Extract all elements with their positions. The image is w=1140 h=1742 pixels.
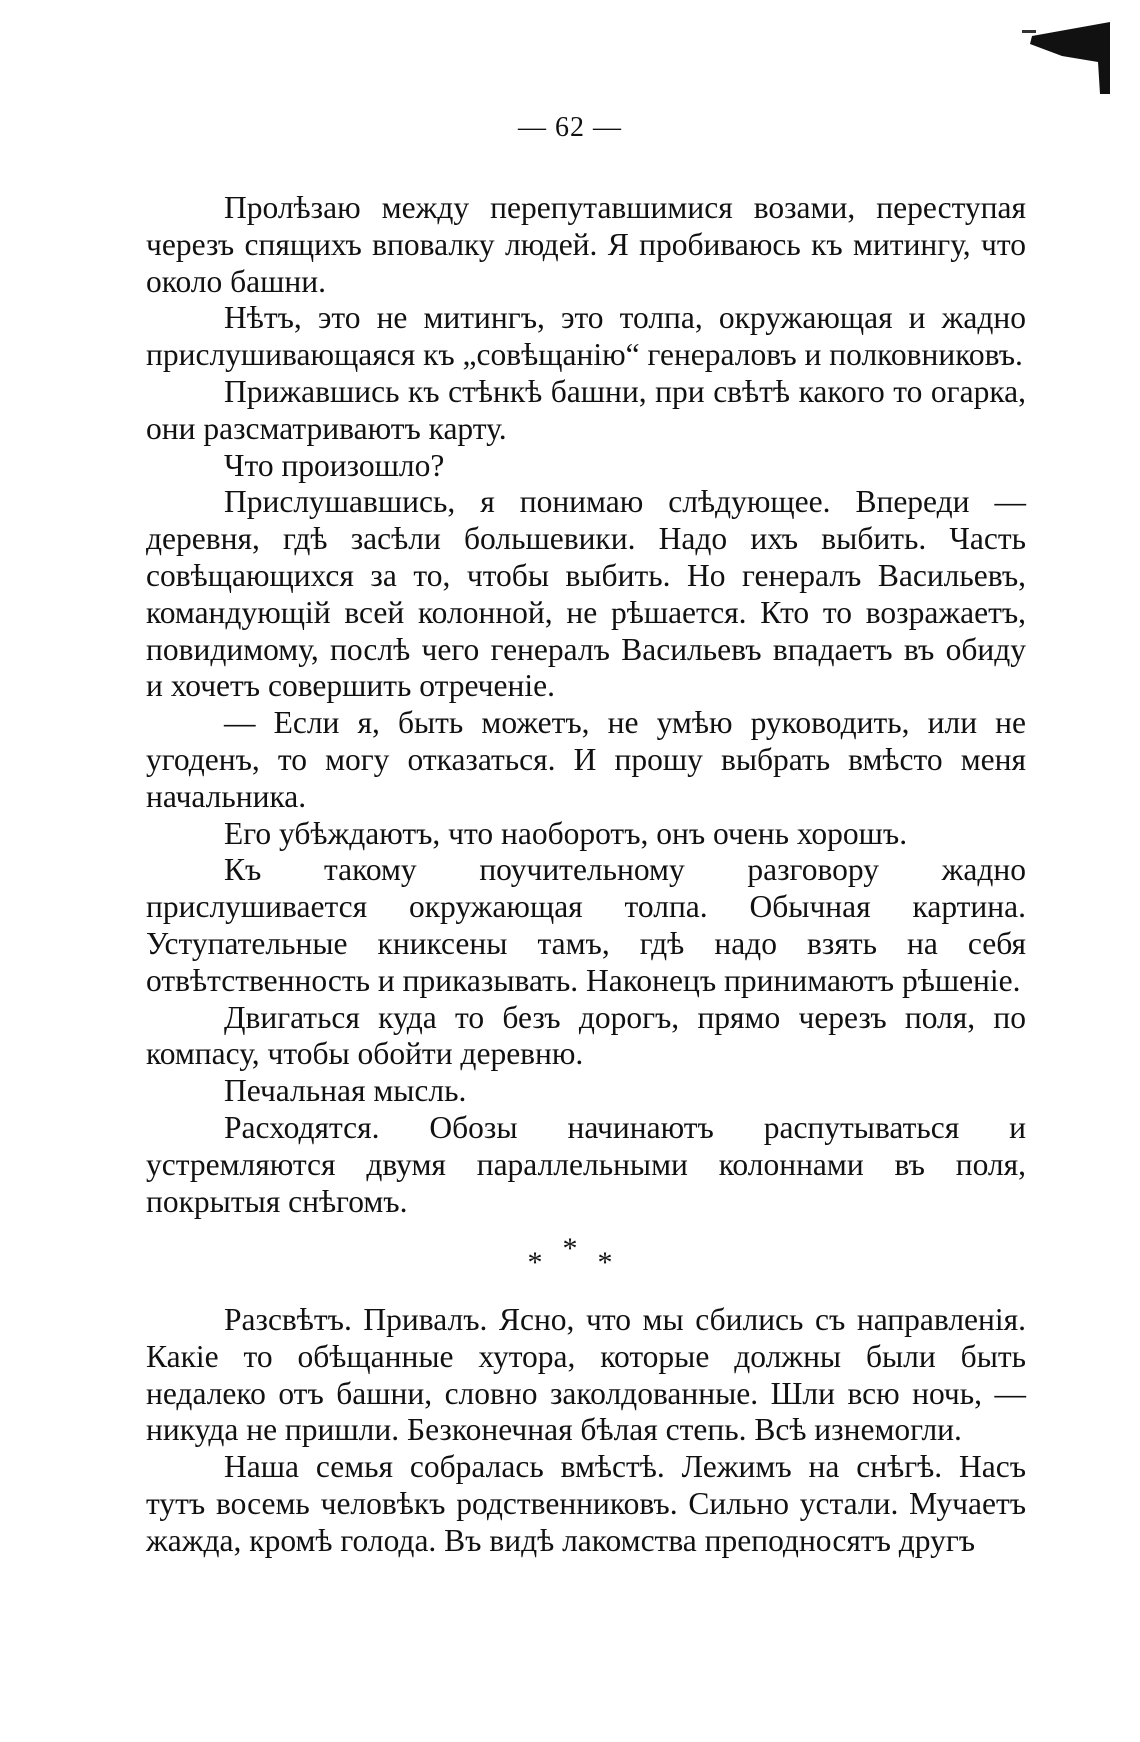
page-number: — 62 — (518, 112, 622, 143)
paragraph: Прислушавшись, я понимаю слѣдующее. Впереди — деревня, гдѣ засѣли большевики. Надо ихъ выбить. Часть совѣщающихся за то, чтобы выбить. Но генералъ Васильевъ, командующій всей колонной, не рѣшается. Кто то возражаетъ, повидимому, послѣ чего генералъ Васильевъ впадаетъ въ обиду и хочетъ совершить отреченіе. (146, 484, 1026, 704)
paragraph: Что произошло? (224, 447, 445, 483)
paragraph: — Если я, быть можетъ, не умѣю руководить, или не угоденъ, то могу отказаться. И прошу выбрать вмѣсто меня начальника. (146, 705, 1026, 814)
paragraph: Пролѣзаю между перепутавшимися возами, переступая черезъ спящихъ вповалку людей. Я пробиваюсь къ митингу, что около башни. (146, 190, 1026, 299)
paragraph: Разсвѣтъ. Привалъ. Ясно, что мы сбились съ направленія. Какіе то обѣщанные хутора, которые должны были быть недалеко отъ башни, словно заколдованные. Шли всю ночь, — никуда не пришли. Безконечная бѣлая степь. Всѣ изнемогли. (146, 1302, 1026, 1448)
paragraph: Печальная мысль. (224, 1073, 467, 1109)
paragraph: Двигаться куда то безъ дорогъ, прямо черезъ поля, по компасу, чтобы обойти деревню. (146, 999, 1026, 1072)
paragraph: Наша семья собралась вмѣстѣ. Лежимъ на снѣгѣ. Насъ тутъ восемь человѣкъ родственниковъ. Сильно устали. Мучаетъ жажда, кромѣ голода. Въ видѣ лакомства преподносятъ другъ (146, 1449, 1026, 1558)
paragraph: Къ такому поучительному разговору жадно прислушивается окружающая толпа. Обычная картина. Уступательные книксены тамъ, гдѣ надо взять на себя отвѣтственность и приказывать. Наконецъ принимаютъ рѣшеніе. (146, 852, 1026, 998)
divider-asterisk: * (597, 1246, 613, 1279)
paragraph: Его убѣждаютъ, что наоборотъ, онъ очень хорошъ. (224, 815, 908, 851)
paragraph: Нѣтъ, это не митингъ, это толпа, окружающая и жадно прислушивающаяся къ „совѣщанію“ генераловъ и полковниковъ. (146, 300, 1026, 373)
section-divider (0, 1232, 1140, 1279)
divider-asterisk: * (562, 1232, 578, 1265)
body-text-section-2 (146, 1302, 1026, 1560)
body-text-section-1 (146, 190, 1026, 1220)
scan-artifact (1022, 22, 1110, 94)
divider-asterisk: * (527, 1246, 543, 1279)
paragraph: Прижавшись къ стѣнкѣ башни, при свѣтѣ какого то огарка, они разсматриваютъ карту. (146, 373, 1026, 446)
paragraph: Расходятся. Обозы начинаютъ распутываться и устремляются двумя параллельными колоннами въ поля, покрытыя снѣгомъ. (146, 1109, 1026, 1219)
